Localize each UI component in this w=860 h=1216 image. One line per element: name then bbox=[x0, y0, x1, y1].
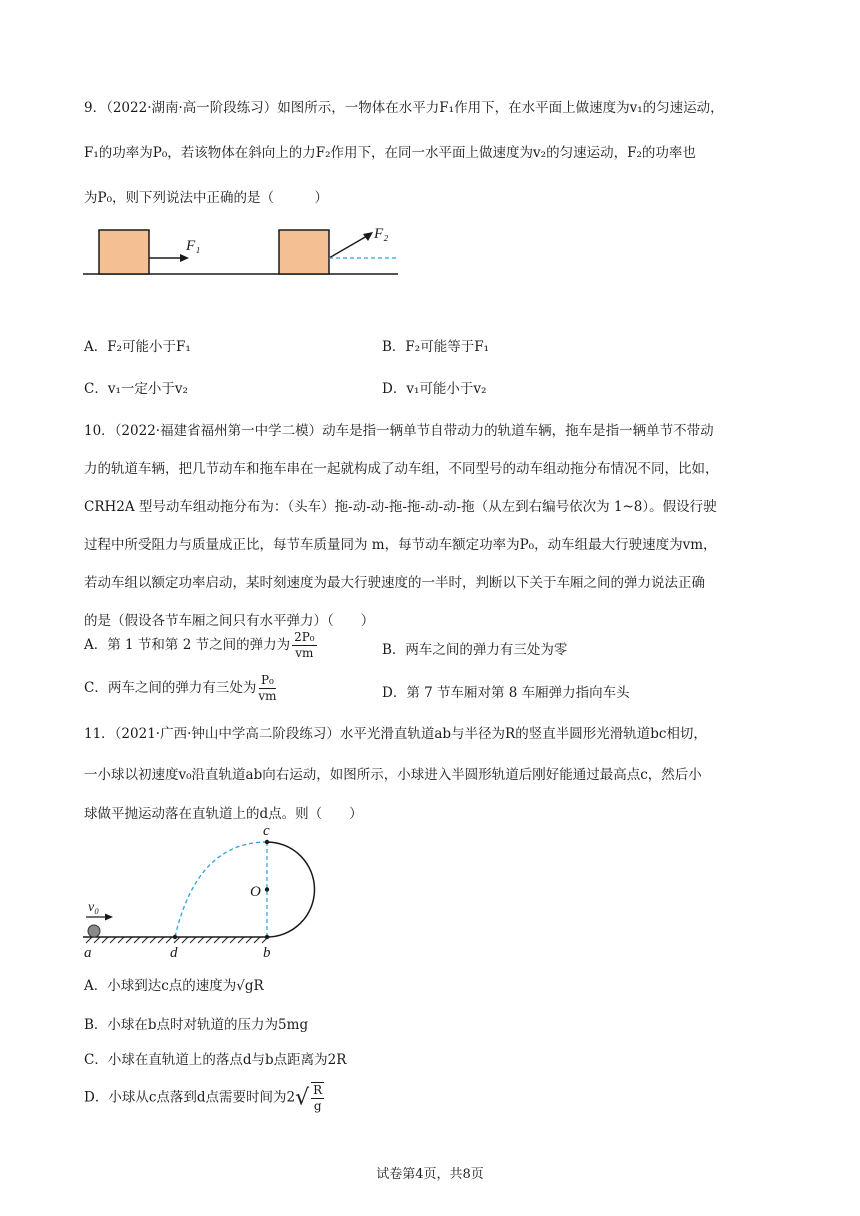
q10-option-c[interactable]: C．两车之间的弹力有三处为 $\frac{\text{P₀}}{vm}$ bbox=[84, 673, 277, 703]
q11-option-a[interactable]: A．小球到达c点的速度为√gR bbox=[84, 978, 264, 994]
q11-line1: 11．（2021·广西·钟山中学高二阶段练习）水平光滑直轨道ab与半径为R的竖直半圆形光滑轨道bc相切， bbox=[84, 726, 707, 742]
q10-option-d[interactable]: D．第 7 节车厢对第 8 车厢弹力指向车头 bbox=[382, 685, 630, 701]
page-footer: 试卷第4页，共8页 bbox=[376, 1167, 484, 1182]
q9-block-1 bbox=[99, 230, 149, 274]
q11-semicircle-track bbox=[267, 842, 315, 937]
q9-option-c[interactable]: C．v₁一定小于v₂ bbox=[84, 381, 188, 397]
q10-option-a[interactable]: A．第 1 节和第 2 节之间的弹力为 $\frac{\text{2P₀}}{vm}$ bbox=[84, 630, 315, 660]
q10-a-fraction: $\frac{\text{2P₀}}{vm}$ bbox=[294, 630, 315, 660]
q9-option-d[interactable]: D．v₁可能小于v₂ bbox=[382, 381, 487, 397]
q10-line3: CRH2A 型号动车组动拖分布为：（头车）拖-动-动-拖-拖-动-动-拖（从左到右编号依次为 1~8）。假设行驶 bbox=[84, 499, 717, 515]
q11-label-a: a bbox=[84, 945, 92, 961]
q10-line2: 力的轨道车辆，把几节动车和拖车串在一起就构成了动车组，不同型号的动车组动拖分布情况不同，比如， bbox=[84, 461, 719, 477]
q9-option-a[interactable]: A．F₂可能小于F₁ bbox=[84, 339, 191, 355]
q11-option-d[interactable]: D．小球从c点落到d点需要时间为2√ $\frac{R}{g}$ bbox=[84, 1083, 323, 1113]
q9-label-f1: F₁ bbox=[186, 238, 201, 254]
q11-option-c[interactable]: C．小球在直轨道上的落点d与b点距离为2R bbox=[84, 1052, 347, 1068]
q9-text: 如图所示，一物体在水平力F₁作用下，在水平面上做速度为v₁的匀速运动， bbox=[277, 100, 724, 116]
q10-option-b[interactable]: B．两车之间的弹力有三处为零 bbox=[382, 642, 568, 658]
q9-line1 bbox=[84, 96, 724, 116]
q11-d-fraction: $\frac{R}{g}$ bbox=[313, 1083, 323, 1113]
sqrt-icon: √ bbox=[295, 1085, 310, 1111]
q11-ball bbox=[88, 925, 100, 937]
q10-c-fraction: $\frac{\text{P₀}}{vm}$ bbox=[258, 673, 277, 703]
q11-label-c: c bbox=[263, 823, 270, 839]
q11-figure bbox=[80, 818, 340, 961]
q9-line2: F₁的功率为P₀，若该物体在斜向上的力F₂作用下，在同一水平面上做速度为v₂的匀速运动，F₂的功率也 bbox=[84, 145, 696, 161]
q11-label-d: d bbox=[170, 945, 178, 961]
q9-figure bbox=[80, 222, 410, 282]
q11-line2: 一小球以初速度v₀沿直轨道ab向右运动，如图所示，小球进入半圆形轨道后刚好能通过最高点c，然后小 bbox=[84, 767, 702, 783]
q10-line4: 过程中所受阻力与质量成正比，每节车质量同为 m，每节动车额定功率为P₀，动车组最大行驶速度为vm， bbox=[84, 537, 717, 553]
q11-line3: 球做平抛运动落在直轨道上的d点。则（ ） bbox=[84, 806, 363, 822]
q9-line3: 为P₀，则下列说法中正确的是（ ） bbox=[84, 190, 328, 206]
q9-block-2 bbox=[279, 230, 329, 274]
q11-option-b[interactable]: B．小球在b点时对轨道的压力为5mg bbox=[84, 1017, 309, 1033]
q9-source: （2022·湖南·高一阶段练习） bbox=[106, 100, 278, 116]
q9-label-f2: F₂ bbox=[374, 226, 389, 242]
q11-label-o: O bbox=[250, 884, 261, 900]
q10-line1: 10．（2022·福建省福州第一中学二模）动车是指一辆单节自带动力的轨道车辆，拖车是指一辆单节不带动 bbox=[84, 423, 714, 439]
q9-option-b[interactable]: B．F₂可能等于F₁ bbox=[382, 339, 489, 355]
q11-label-v0: v₀ bbox=[88, 900, 100, 915]
q11-label-b: b bbox=[263, 945, 271, 961]
q10-line6: 的是（假设各节车厢之间只有水平弹力）（ ） bbox=[84, 613, 375, 629]
q10-line5: 若动车组以额定功率启动，某时刻速度为最大行驶速度的一半时，判断以下关于车厢之间的弹力说法正确 bbox=[84, 575, 705, 591]
q9-number: 9． bbox=[84, 100, 107, 116]
